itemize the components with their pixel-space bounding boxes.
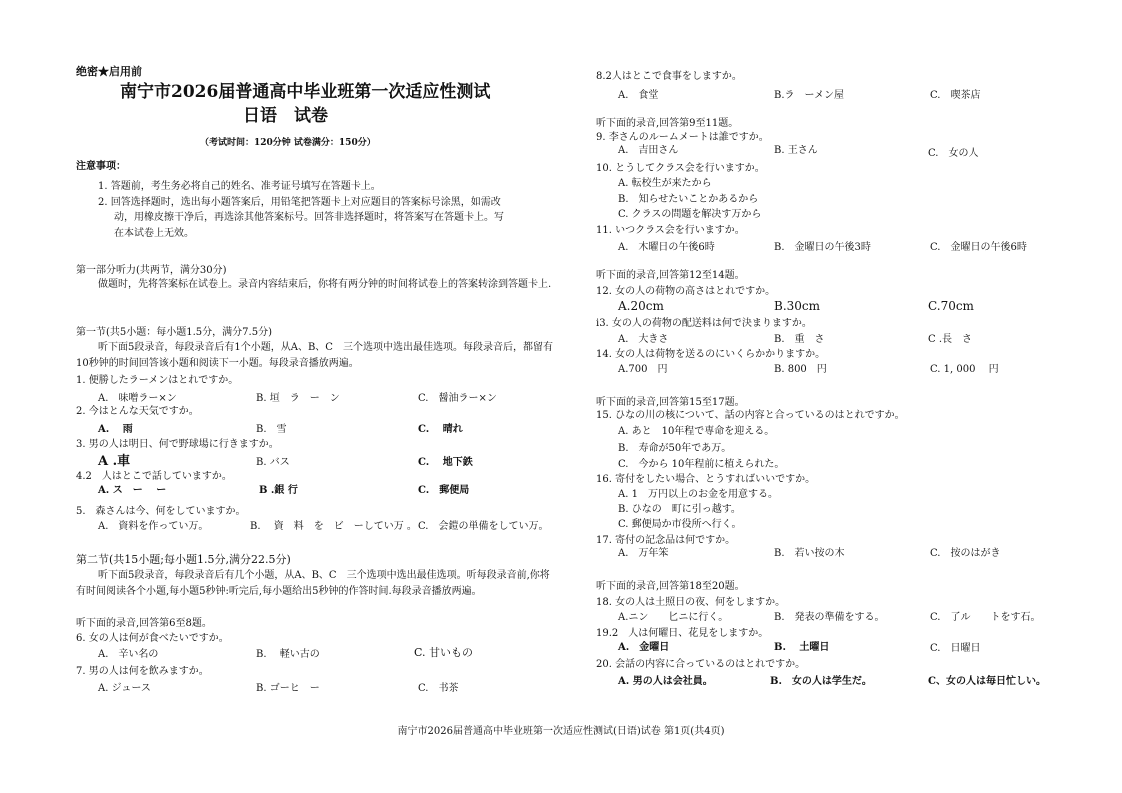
- group-heading: 听下面的录音,回答第9至11题。: [596, 118, 739, 129]
- question: 10. とうしてクラス会を行いますか。: [596, 163, 765, 174]
- option-c: C、女の人は毎日忙しい。: [928, 676, 1046, 687]
- option-c: C.70cm: [928, 299, 974, 313]
- option-a: A. 辛い名の: [98, 649, 159, 660]
- option-b: B. ゴーヒ ー: [256, 683, 320, 694]
- notice-title: 注意事项：: [76, 161, 126, 172]
- option-b: B. 金曜日の午後3時: [774, 242, 871, 253]
- option-c: C. 女の人: [928, 148, 979, 159]
- notice-line: 1. 答题前，考生务必将自己的姓名、准考证号填写在答题卡上。: [98, 181, 381, 192]
- option-a: A.20cm: [618, 299, 664, 313]
- question: 17. 寄付の記念品は何ですか。: [596, 535, 736, 546]
- option-a: A. 万年笨: [618, 548, 669, 559]
- option-c: C. 郵便局か市役所へ行く。: [618, 519, 742, 530]
- option-c: C. 今から 10年程前に植えられた。: [618, 459, 785, 470]
- option-b: B. 若い按の木: [774, 548, 845, 559]
- option-b: B. 寿命が50年であ万。: [618, 443, 732, 454]
- option-c: C. 郵便局: [418, 485, 470, 496]
- option-c: C. 按のはがき: [930, 548, 1001, 559]
- question: 6. 女の人は何が食べたいですか。: [76, 633, 229, 644]
- option-b: B. 軽い古の: [256, 649, 320, 660]
- option-b: B. バス: [256, 457, 290, 468]
- option-b: B. 発表の準備をする。: [774, 612, 885, 623]
- question: 9. 李さんのルームメートは誰ですか。: [596, 132, 769, 143]
- group-heading: 听下面的录音,回答第15至17题。: [596, 397, 745, 408]
- option-c: C. 书茶: [418, 683, 459, 694]
- part1-title: 第一部分听力(共两节，满分30分): [76, 265, 227, 276]
- option-c: C. 地下鉄: [418, 457, 473, 468]
- question: 12. 女の人の荷物の高さはとれですか。: [596, 286, 776, 297]
- section1-title: 第一节(共5小题：每小题1.5分，满分7.5分): [76, 327, 272, 338]
- question: 11. いつクラス会を行いますか。: [596, 225, 745, 236]
- page-footer: 南宁市2026届普通高中毕业班第一次适应性测试(日语)试卷 第1页(共4页): [397, 726, 725, 737]
- exam-subtitle: 日语 试卷: [243, 106, 328, 126]
- notice-line: 2. 回答选择题时，选出每小题答案后，用铅笔把答题卡上对应题目的答案标号涂黑，如需改: [98, 197, 501, 208]
- option-a: A.700 円: [618, 364, 668, 375]
- option-b: B. 重 さ: [774, 334, 825, 345]
- option-c: C. 日曜日: [930, 643, 981, 654]
- option-b: B. 知らせたいことかあるから: [618, 194, 759, 205]
- option-b: B. 土曜日: [774, 642, 830, 653]
- question: 15. ひなの川の核について、話の内容と合っているのはとれですか。: [596, 410, 905, 421]
- option-a: A. 金曜日: [618, 642, 670, 653]
- option-a: A .車: [98, 454, 131, 469]
- option-a: A. 1 万円以上のお金を用意する。: [618, 489, 778, 500]
- question: 8.2人はとこで食事をしますか。: [596, 71, 742, 82]
- question: 20. 会話の内容に合っているのはとれですか。: [596, 659, 806, 670]
- option-a: A.ニン 匕ニに行く。: [618, 612, 729, 623]
- option-a: A. 味噌ラー×ン: [98, 393, 177, 404]
- question: 2. 今はとんな天気ですか。: [76, 406, 199, 417]
- question: i3. 女の人の荷物の配送料は何で決まりますか。: [596, 318, 812, 329]
- notice-line: 在本试卷上无效。: [114, 228, 194, 239]
- question: 1. 便勝したラーメンはとれですか。: [76, 375, 239, 386]
- option-a: A. ジュース: [98, 683, 151, 694]
- group-heading: 听下面的录音,回答第6至8题。: [76, 618, 212, 629]
- question: 3. 男の人は明日、何で野球場に行きますか。: [76, 439, 279, 450]
- section2-title: 第二节(共15小题;每小题1.5分,满分22.5分): [76, 553, 291, 566]
- option-b: B. 王さん: [774, 145, 818, 156]
- option-c: C. 会鎧の単備をしてい万。: [418, 521, 549, 532]
- question: 18. 女の人は土照日の夜、何をしますか。: [596, 597, 786, 608]
- option-a: A. 資料を作ってい万。: [98, 521, 209, 532]
- option-b: B.30cm: [774, 299, 821, 313]
- option-b: B.ラ ーメン屋: [774, 90, 845, 101]
- option-c: C. 1, 000 円: [930, 364, 999, 375]
- option-a: A. 転校生が来たから: [618, 178, 712, 189]
- option-c: C. 了ル トをす石。: [930, 612, 1041, 623]
- option-a: A. 雨: [98, 424, 133, 435]
- notice-line: 动，用橡皮擦干净后，再选涂其他答案标号。回答非选择题时，将答案写在答题卡上。写: [114, 212, 504, 223]
- part1-instruction: 做题时，先将答案标在试卷上。录音内容结束后，你将有两分钟的时间将试卷上的答案转涂到答题卡上.: [98, 279, 552, 290]
- option-b: B. 女の人は学生だ。: [770, 676, 872, 687]
- question: 5. 森さんは今、何をしていますか。: [76, 506, 246, 517]
- question: 19.2 人は何曜日、花見をしますか。: [596, 628, 769, 639]
- question: 4.2 人はとこで話していますか。: [76, 471, 232, 482]
- question: 7. 男の人は何を飲みますか。: [76, 666, 209, 677]
- secret-label: 绝密★启用前: [76, 65, 142, 78]
- option-b: B. ひなの 町に引っ越す。: [618, 504, 741, 515]
- option-c: C. 甘いもの: [414, 646, 474, 659]
- question: 16. 寄付をしたい場合、とうすればいいですか。: [596, 474, 816, 485]
- option-b: B. 雪: [256, 424, 287, 435]
- option-c: C .長 さ: [928, 334, 973, 345]
- option-a: A. あと 10年程で専命を迎える。: [618, 426, 775, 437]
- option-c: C. クラスの問題を解决す万から: [618, 209, 762, 220]
- option-b: B .銀 行: [259, 485, 298, 496]
- option-a: A. 大きさ: [618, 334, 669, 345]
- section1-instruction: 听下面5段录音，每段录音后有1个小题，从A、B、C 三个选项中选出最佳选项。每段录音后，都留有10秒钟的时间回答该小题和阅读下一小题。每段录音播放两遍。: [76, 342, 553, 369]
- section2-instruction: 听下面5段录音，每段录音后有几个小题，从A、B、C 三个选项中选出最佳选项。听每段录音前,你将有时间阅读各个小题,每小题5秒钟:听完后,每小题给出5秒钟的作答时间.每段录音播放两遍。: [76, 570, 550, 597]
- option-b: B. 資 料 を ビ ーしてい万 。: [250, 521, 417, 532]
- option-b: B. 垣 ラ ー ン: [256, 393, 340, 404]
- option-a: A. ス ー ー: [98, 485, 167, 496]
- exam-info: （考试时间：120分钟 试卷满分：150分）: [200, 138, 376, 148]
- option-b: B. 800 円: [774, 364, 827, 375]
- question: 14. 女の人は荷物を送るのにいくらかかりますか。: [596, 349, 826, 360]
- option-c: C. 醤油ラー×ン: [418, 393, 497, 404]
- option-a: A. 食堂: [618, 90, 659, 101]
- option-a: A. 吉田さん: [618, 145, 679, 156]
- option-c: C. 喫茶店: [930, 90, 981, 101]
- option-a: A. 男の人は会社員。: [618, 676, 713, 687]
- group-heading: 听下面的录音,回答第12至14题。: [596, 270, 745, 281]
- exam-title: 南宁市2026届普通高中毕业班第一次适应性测试: [120, 82, 491, 102]
- option-c: C. 金曜日の午後6時: [930, 242, 1027, 253]
- option-a: A. 木曜日の午後6時: [618, 242, 715, 253]
- option-c: C. 晴れ: [418, 424, 463, 435]
- group-heading: 听下面的录音,回答第18至20题。: [596, 581, 745, 592]
